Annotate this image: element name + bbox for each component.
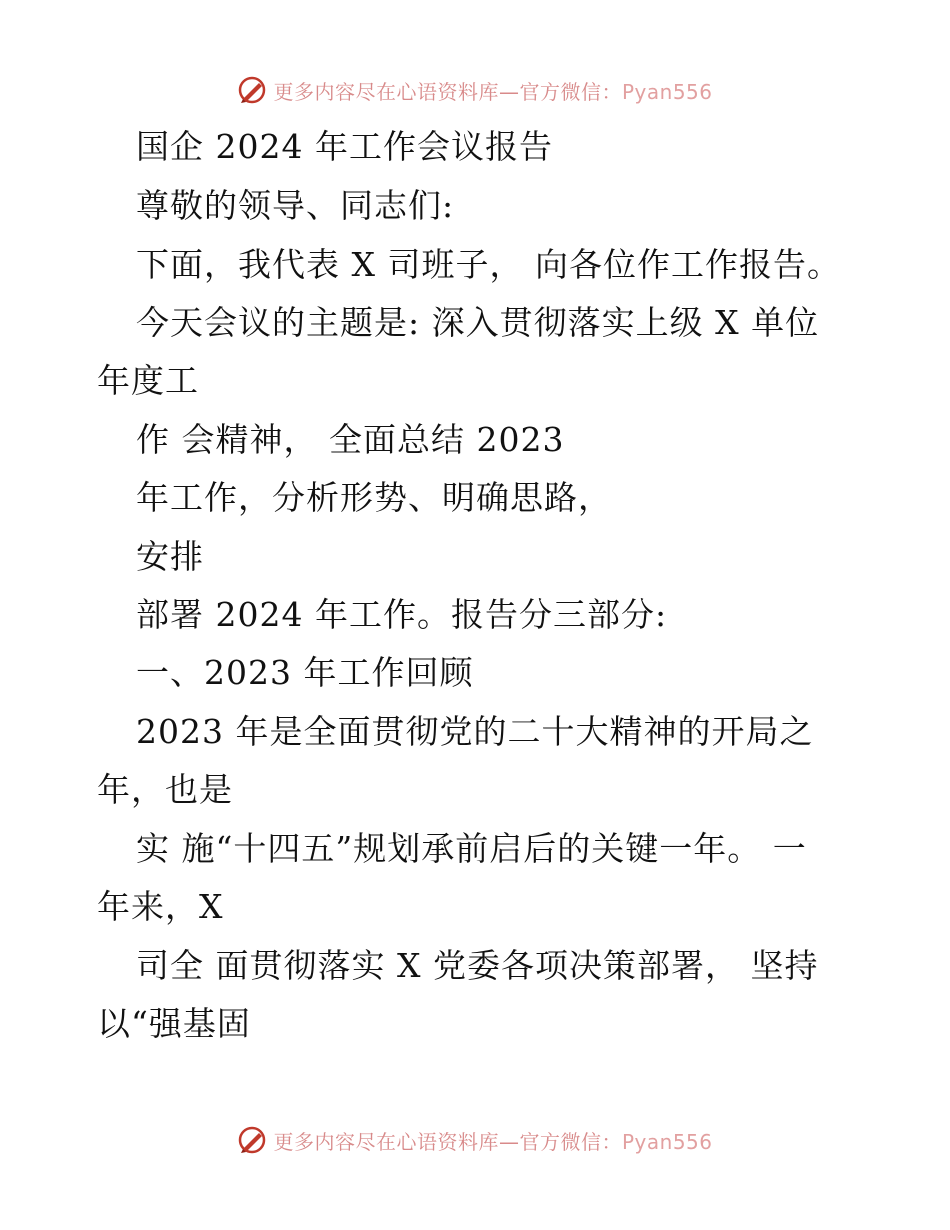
- paragraph-line: 实 施“十四五”规划承前启后的关键一年。 一: [136, 829, 807, 868]
- pen-logo-icon: [237, 1125, 267, 1155]
- paragraph-line: 今天会议的主题是: 深入贯彻落实上级 X 单位: [136, 303, 820, 342]
- paragraph-line: 年来，X: [97, 887, 224, 926]
- watermark-header: [0, 70, 950, 110]
- document-title: 国企 2024 年工作会议报告: [136, 127, 553, 166]
- paragraph-line: 作 会精神， 全面总结 2023: [136, 420, 565, 459]
- paragraph-line: 2023 年是全面贯彻党的二十大精神的开局之: [136, 712, 814, 751]
- paragraph-line: 以“强基固: [97, 1004, 251, 1043]
- section-heading: 一、2023 年工作回顾: [136, 653, 474, 692]
- paragraph-line: 下面，我代表 X 司班子， 向各位作工作报告。: [136, 245, 841, 284]
- paragraph-line: 年，也是: [97, 770, 233, 809]
- paragraph-line: 司全 面贯彻落实 X 党委各项决策部署， 坚持: [136, 946, 819, 985]
- watermark-footer: [0, 1120, 950, 1160]
- paragraph-line: 年度工: [97, 361, 199, 400]
- pen-logo-icon: [237, 75, 267, 105]
- watermark-text: 更多内容尽在心语资料库—官方微信：Pyan556: [273, 1129, 713, 1154]
- salutation: 尊敬的领导、同志们:: [136, 186, 455, 225]
- watermark-text: 更多内容尽在心语资料库—官方微信：Pyan556: [273, 79, 713, 104]
- paragraph-line: 部署 2024 年工作。报告分三部分:: [136, 595, 668, 634]
- paragraph-line: 安排: [136, 537, 204, 576]
- paragraph-line: 年工作，分析形势、明确思路，: [136, 478, 612, 517]
